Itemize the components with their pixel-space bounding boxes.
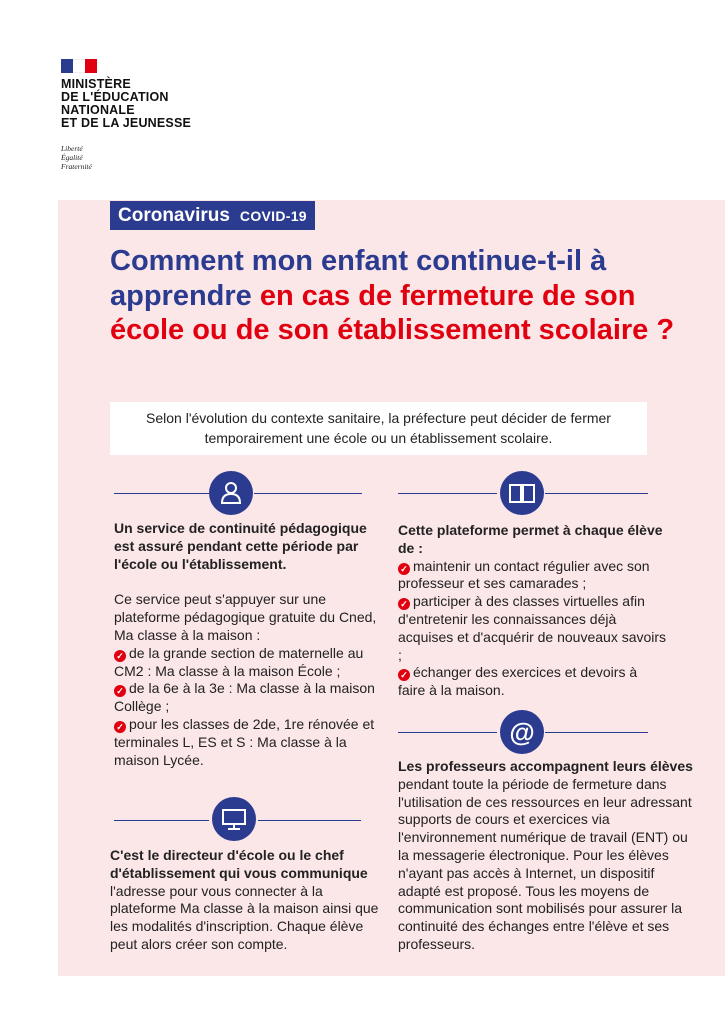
ministry-name (61, 78, 191, 130)
teachers-section (398, 758, 698, 954)
check-icon: ✓ (398, 669, 410, 681)
motto-line: Liberté (61, 144, 83, 153)
divider-line (114, 820, 209, 821)
french-flag-logo (61, 59, 97, 73)
check-icon: ✓ (114, 685, 126, 697)
list-item-text: de la 6e à la 3e : Ma classe à la maison Collège ; (114, 680, 375, 715)
director-body: l'adresse pour vous connecter à la plateforme Ma classe à la maison ainsi que les modalités d'inscription. Chaque élève peut alors créer son compte. (110, 882, 379, 952)
book-icon (500, 471, 544, 515)
list-item (398, 558, 668, 594)
list-item (398, 593, 668, 664)
ministry-line: DE L'ÉDUCATION (61, 90, 169, 104)
list-item-text: maintenir un contact régulier avec son professeur et ses camarades ; (398, 557, 650, 592)
service-heading: Un service de continuité pédagogique est assuré pendant cette période par l'école ou l'établissement. (114, 520, 367, 572)
divider-line (258, 820, 361, 821)
list-item (398, 664, 668, 700)
list-item (114, 716, 384, 769)
platform-section (398, 522, 668, 700)
list-item (114, 645, 384, 681)
covid-tag (110, 201, 315, 230)
motto-line: Égalité (61, 153, 83, 162)
divider-line (114, 493, 209, 494)
title-red-part: en cas de fermeture de son école ou de son établissement scolaire ? (110, 279, 675, 346)
ministry-line: ET DE LA JEUNESSE (61, 116, 192, 130)
service-body: Ce service peut s'appuyer sur une plateforme pédagogique gratuite du Cned, Ma classe à la maison : (114, 591, 377, 643)
list-item-text: participer à des classes virtuelles afin d'entretenir les connaissances déjà acquises et d'acquérir de nouveaux savoirs ; (398, 593, 667, 663)
check-icon: ✓ (114, 721, 126, 733)
motto-line: Fraternité (61, 162, 92, 171)
service-section (114, 520, 384, 769)
title-blue-part: Comment mon enfant continue-t-il à apprendre (110, 245, 607, 312)
page-title (110, 244, 710, 348)
director-section (110, 847, 390, 954)
check-icon: ✓ (398, 563, 410, 575)
list-item (114, 680, 384, 716)
list-item-text: de la grande section de maternelle au CM2 : Ma classe à la maison École ; (114, 644, 364, 679)
at-sign-icon: @ (500, 710, 544, 754)
tag-main: Coronavirus (118, 204, 230, 226)
person-icon (209, 471, 253, 515)
tag-sub: COVID-19 (239, 207, 307, 224)
list-item-text: échanger des exercices et devoirs à faire à la maison. (398, 664, 638, 699)
intro-box: Selon l'évolution du contexte sanitaire, la préfecture peut décider de fermer temporairement une école ou un établissement scolaire. (110, 402, 647, 455)
monitor-icon (212, 797, 256, 841)
platform-heading: Cette plateforme permet à chaque élève de : (398, 522, 663, 556)
divider-line (545, 493, 648, 494)
director-heading: C'est le directeur d'école ou le chef d'établissement qui vous communique (110, 847, 368, 881)
divider-line (254, 493, 362, 494)
check-icon: ✓ (398, 598, 410, 610)
republic-motto (61, 144, 92, 171)
list-item-text: pour les classes de 2de, 1re rénovée et terminales L, ES et S : Ma classe à la maison Lycée. (114, 715, 375, 768)
divider-line (398, 493, 497, 494)
ministry-line: NATIONALE (61, 103, 135, 117)
divider-line (545, 732, 648, 733)
ministry-line: MINISTÈRE (61, 77, 131, 91)
teachers-heading: Les professeurs accompagnent leurs élèves (398, 758, 693, 774)
check-icon: ✓ (114, 650, 126, 662)
divider-line (398, 732, 497, 733)
teachers-body: pendant toute la période de fermeture dans l'utilisation de ces ressources en leur adressant supports de cours et exercices via l'environnement numérique de travail (ENT) ou la messagerie électronique. Pour les élèves n'ayant pas accès à Internet, un dispositif adapté est proposé. Tous les moyens de communication sont mobilisés pour assurer la continuité des échanges entre l'élève et ses professeurs. (398, 775, 692, 952)
